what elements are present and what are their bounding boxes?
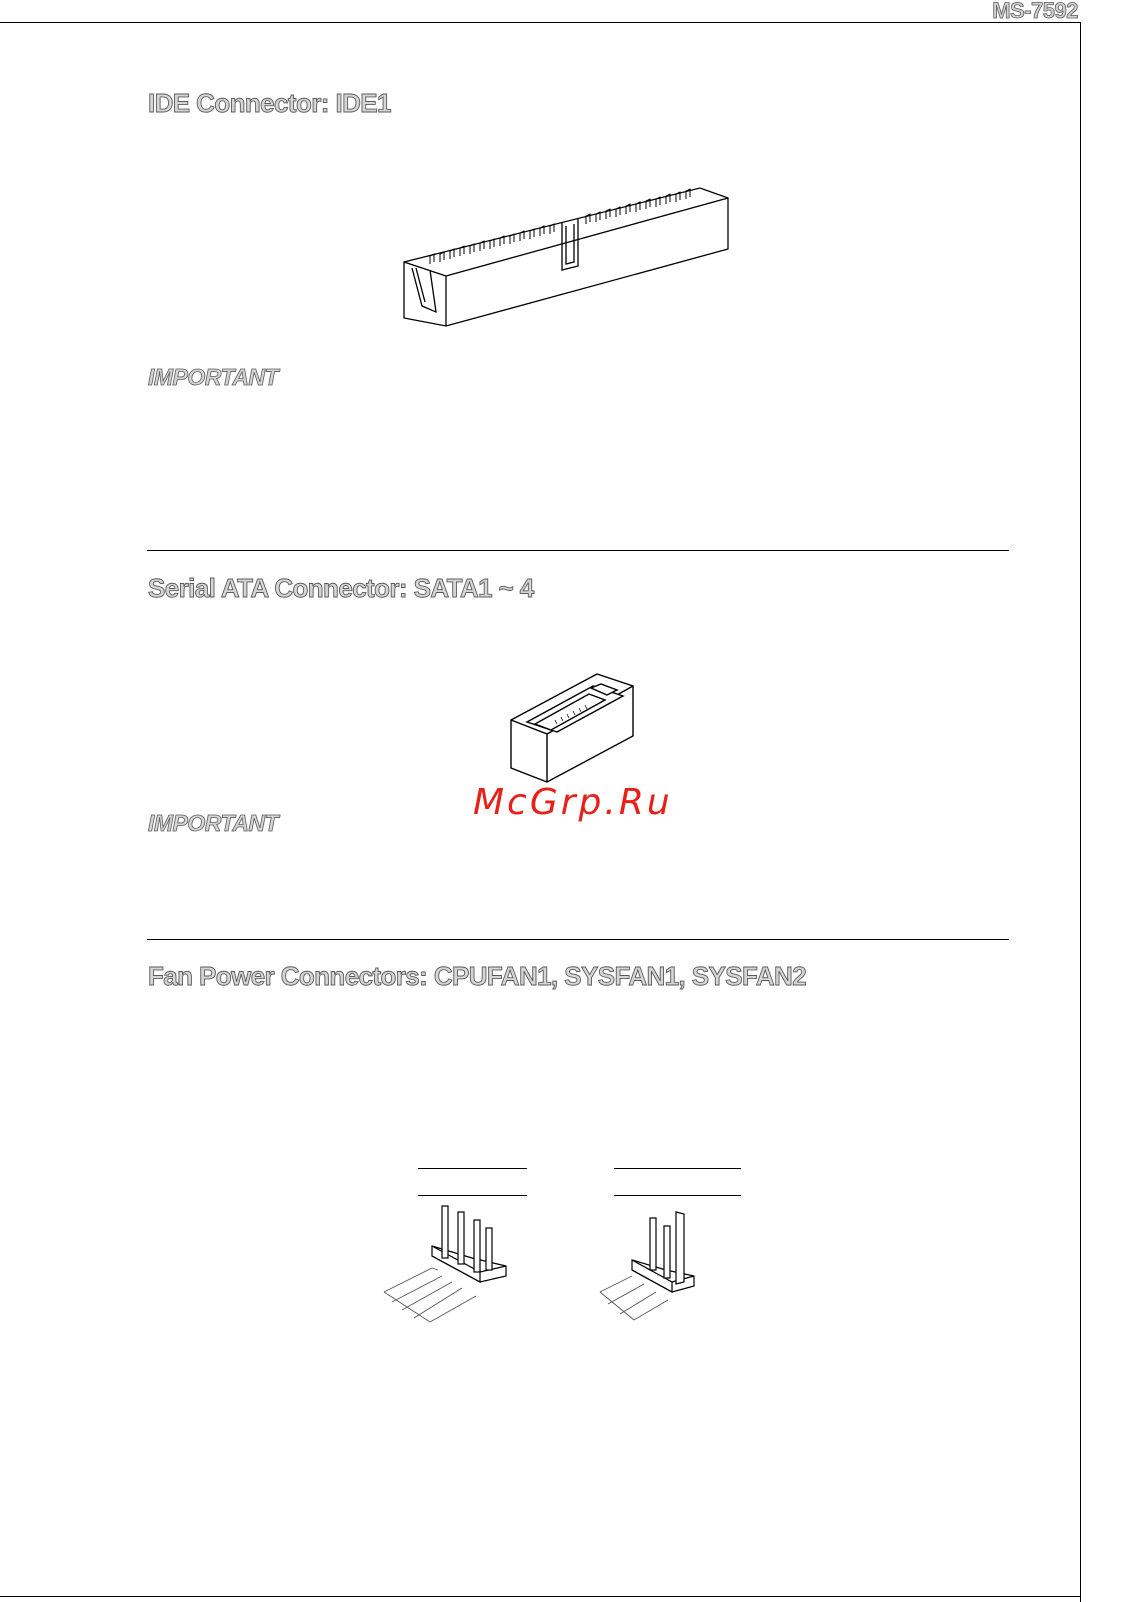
sata-connector-icon [505,668,641,788]
ide-important-label: IMPORTANT [148,364,279,390]
fan-section-title: Fan Power Connectors: CPUFAN1, SYSFAN1, SYSFAN2 [148,961,807,991]
cpufan-label-line [418,1168,527,1169]
ide-connector-icon [400,184,735,332]
sysfan-label-line [614,1168,741,1169]
model-number: MS-7592 [992,0,1078,23]
cpufan-label-line [418,1195,527,1196]
sysfan-label-line [614,1195,741,1196]
sata-important-label: IMPORTANT [148,810,279,836]
page-frame-top [0,22,1081,23]
section-divider [147,550,1009,551]
three-pin-fan-header-icon [596,1206,706,1324]
watermark: McGrp.Ru [473,782,673,823]
section-divider [147,939,1009,940]
ide-section-title: IDE Connector: IDE1 [148,88,391,118]
page-frame-bottom [0,1596,1081,1597]
sata-section-title: Serial ATA Connector: SATA1 ~ 4 [148,573,534,603]
page-frame-right [1080,22,1081,1602]
four-pin-fan-header-icon [380,1202,510,1326]
